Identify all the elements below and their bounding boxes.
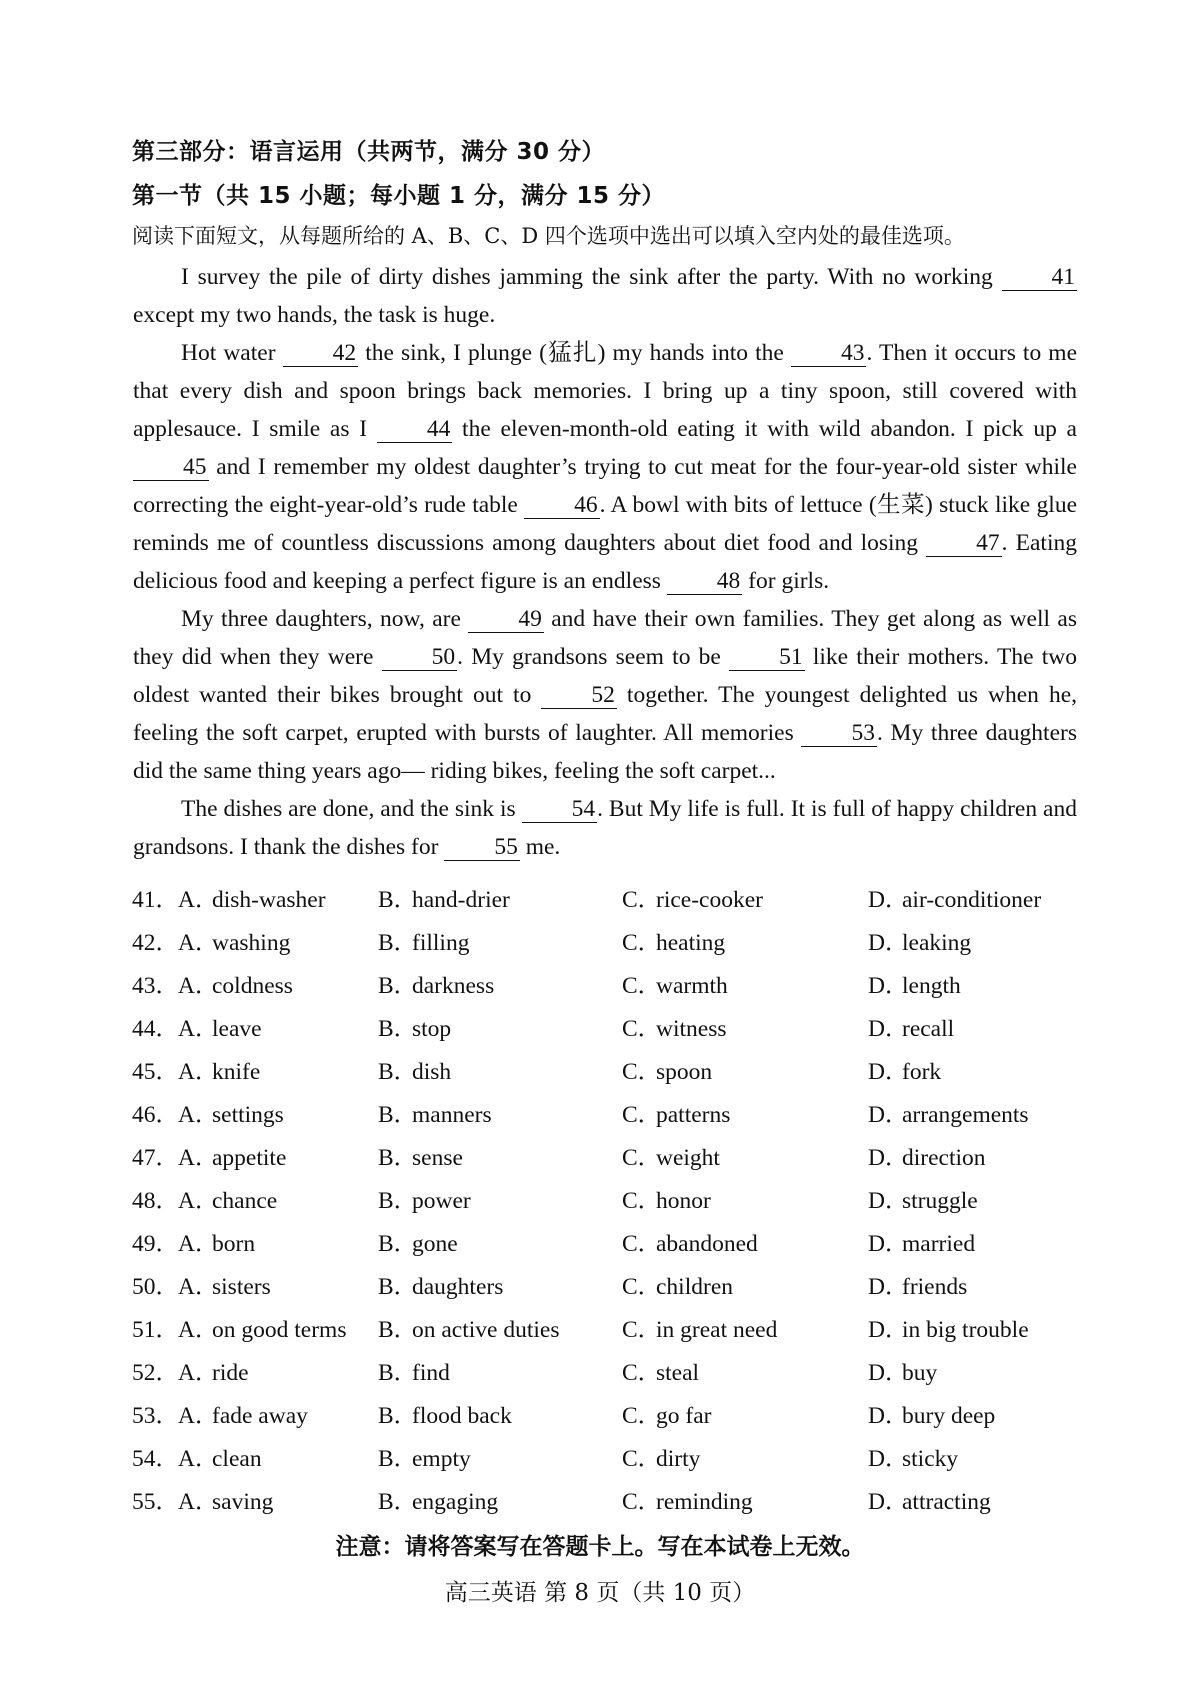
option-a <box>178 1310 346 1344</box>
option-letter: A． <box>178 1231 219 1257</box>
option-text: power <box>412 1188 471 1214</box>
passage-text: together. The youngest delighted us when he, feeling the soft carpet, erupted with bursts of laughter. All memories <box>133 682 1078 746</box>
option-letter: A． <box>178 1360 219 1386</box>
option-b <box>378 1353 450 1387</box>
passage-text: the eleven-month-old eating it with wild abandon. I pick up a <box>452 416 1077 442</box>
question-row <box>132 923 1082 966</box>
option-letter: C． <box>622 1360 662 1386</box>
blank-55: 55 <box>444 834 520 861</box>
option-text: attracting <box>902 1489 991 1515</box>
option-letter: B． <box>378 1274 418 1300</box>
option-letter: C． <box>622 973 662 999</box>
option-a <box>178 1009 262 1043</box>
option-a <box>178 966 293 1000</box>
blank-44: 44 <box>377 416 453 443</box>
option-letter: A． <box>178 973 219 999</box>
option-letter: A． <box>178 930 219 956</box>
option-letter: A． <box>178 1489 219 1515</box>
option-b <box>378 966 494 1000</box>
option-b <box>378 880 510 914</box>
option-text: friends <box>902 1274 968 1300</box>
option-c <box>622 966 728 1000</box>
option-letter: D． <box>868 1188 909 1214</box>
passage-text: My three daughters, now, are <box>181 606 469 632</box>
question-row <box>132 1009 1082 1052</box>
passage-paragraph <box>133 334 1077 600</box>
option-letter: C． <box>622 930 662 956</box>
option-text: settings <box>212 1102 284 1128</box>
option-c <box>622 1482 753 1516</box>
option-letter: B． <box>378 973 418 999</box>
option-c <box>622 1396 711 1430</box>
blank-49: 49 <box>468 606 544 633</box>
option-letter: D． <box>868 1274 909 1300</box>
option-letter: A． <box>178 1145 219 1171</box>
option-letter: D． <box>868 1360 909 1386</box>
passage-text: and have their own families. They get along as well as they did when they were <box>133 606 1077 670</box>
option-letter: D． <box>868 973 909 999</box>
option-text: filling <box>412 930 470 956</box>
blank-41: 41 <box>1002 264 1078 291</box>
option-text: hand-drier <box>412 887 510 913</box>
question-number: 41． <box>132 887 179 913</box>
option-text: fade away <box>212 1403 308 1429</box>
option-text: abandoned <box>656 1231 758 1257</box>
option-text: dish <box>412 1059 452 1085</box>
option-c <box>622 1095 730 1129</box>
question-number: 50． <box>132 1274 179 1300</box>
option-d <box>868 1052 941 1086</box>
option-text: find <box>412 1360 450 1386</box>
option-letter: D． <box>868 1317 909 1343</box>
option-letter: D． <box>868 930 909 956</box>
option-text: married <box>902 1231 976 1257</box>
question-row <box>132 1138 1082 1181</box>
option-letter: B． <box>378 930 418 956</box>
cloze-passage <box>133 258 1077 866</box>
option-text: warmth <box>656 973 728 999</box>
option-text: arrangements <box>902 1102 1029 1128</box>
answer-notice: 注意：请将答案写在答题卡上。写在本试卷上无效。 <box>335 1534 865 1560</box>
option-letter: C． <box>622 1274 662 1300</box>
option-text: dirty <box>656 1446 701 1472</box>
question-number: 51． <box>132 1317 179 1343</box>
option-text: children <box>656 1274 733 1300</box>
option-c <box>622 1181 711 1215</box>
option-letter: A． <box>178 1059 219 1085</box>
option-d <box>868 966 961 1000</box>
option-a <box>178 1267 271 1301</box>
question-number: 43． <box>132 973 179 999</box>
option-letter: C． <box>622 1317 662 1343</box>
option-text: reminding <box>656 1489 753 1515</box>
option-text: stop <box>412 1016 452 1042</box>
option-b <box>378 1224 458 1258</box>
option-letter: C． <box>622 1059 662 1085</box>
question-number: 52． <box>132 1360 179 1386</box>
option-letter: D． <box>868 1231 909 1257</box>
option-letter: C． <box>622 1016 662 1042</box>
blank-47: 47 <box>926 530 1002 557</box>
passage-text: I survey the pile of dirty dishes jamming the sink after the party. With no working <box>181 264 1002 290</box>
option-b <box>378 1396 512 1430</box>
option-text: heating <box>656 930 726 956</box>
option-letter: D． <box>868 1489 909 1515</box>
question-row <box>132 1353 1082 1396</box>
instruction-text: 阅读下面短文，从每题所给的 A、B、C、D 四个选项中选出可以填入空内处的最佳选项。 <box>132 224 965 248</box>
option-text: recall <box>902 1016 955 1042</box>
option-a <box>178 1095 284 1129</box>
option-letter: D． <box>868 1446 909 1472</box>
option-c <box>622 880 763 914</box>
option-text: saving <box>212 1489 274 1515</box>
option-letter: C． <box>622 1489 662 1515</box>
passage-text: The dishes are done, and the sink is <box>181 796 522 822</box>
option-b <box>378 1052 451 1086</box>
blank-54: 54 <box>522 796 598 823</box>
passage-paragraph <box>133 600 1077 790</box>
question-row <box>132 1181 1082 1224</box>
option-text: coldness <box>212 973 293 999</box>
option-letter: D． <box>868 887 909 913</box>
question-number: 45． <box>132 1059 179 1085</box>
option-text: buy <box>902 1360 938 1386</box>
blank-46: 46 <box>524 492 600 519</box>
option-text: darkness <box>412 973 495 999</box>
option-text: knife <box>212 1059 261 1085</box>
option-text: flood back <box>412 1403 512 1429</box>
question-number: 42． <box>132 930 179 956</box>
option-letter: B． <box>378 1403 418 1429</box>
option-letter: D． <box>868 1145 909 1171</box>
option-text: fork <box>902 1059 942 1085</box>
option-text: manners <box>412 1102 492 1128</box>
option-a <box>178 1439 262 1473</box>
option-text: dish-washer <box>212 887 326 913</box>
option-b <box>378 1267 503 1301</box>
option-text: honor <box>656 1188 711 1214</box>
option-letter: B． <box>378 887 418 913</box>
options-list <box>132 880 1082 1525</box>
option-d <box>868 1095 1029 1129</box>
blank-50: 50 <box>382 644 458 671</box>
page-footer: 高三英语 第 8 页（共 10 页） <box>444 1580 756 1606</box>
option-a <box>178 880 326 914</box>
option-letter: B． <box>378 1059 418 1085</box>
option-text: sisters <box>212 1274 271 1300</box>
option-letter: B． <box>378 1016 418 1042</box>
option-d <box>868 1396 995 1430</box>
option-letter: C． <box>622 1403 662 1429</box>
option-b <box>378 1095 492 1129</box>
option-text: sticky <box>902 1446 959 1472</box>
part-title: 第三部分：语言运用（共两节，满分 30 分） <box>132 139 606 165</box>
option-b <box>378 1009 451 1043</box>
option-a <box>178 1052 260 1086</box>
option-text: born <box>212 1231 256 1257</box>
question-number: 53． <box>132 1403 179 1429</box>
option-a <box>178 1224 255 1258</box>
option-c <box>622 1310 777 1344</box>
passage-text: . Eating delicious food and keeping a perfect figure is an endless <box>133 530 1077 594</box>
option-letter: C． <box>622 1231 662 1257</box>
question-row <box>132 1267 1082 1310</box>
passage-text: except my two hands, the task is huge. <box>133 302 496 328</box>
option-d <box>868 1181 978 1215</box>
option-letter: C． <box>622 887 662 913</box>
passage-text: me. <box>519 834 561 860</box>
option-text: bury deep <box>902 1403 996 1429</box>
option-text: rice-cooker <box>656 887 763 913</box>
option-letter: B． <box>378 1360 418 1386</box>
option-letter: B． <box>378 1102 418 1128</box>
option-text: witness <box>656 1016 727 1042</box>
option-d <box>868 1138 986 1172</box>
question-row <box>132 1095 1082 1138</box>
passage-text: and I remember my oldest daughter’s trying to cut meat for the four-year-old sister while correcting the eight-year-old’s rude table <box>133 454 1077 518</box>
option-letter: C． <box>622 1188 662 1214</box>
option-letter: C． <box>622 1102 662 1128</box>
option-d <box>868 1310 1029 1344</box>
question-row <box>132 1439 1082 1482</box>
option-b <box>378 1439 471 1473</box>
option-text: leaking <box>902 930 972 956</box>
option-letter: B． <box>378 1446 418 1472</box>
option-c <box>622 1138 720 1172</box>
option-text: spoon <box>656 1059 713 1085</box>
option-text: patterns <box>656 1102 731 1128</box>
option-letter: A． <box>178 1317 219 1343</box>
option-c <box>622 1267 733 1301</box>
question-number: 49． <box>132 1231 179 1257</box>
question-row <box>132 880 1082 923</box>
option-text: engaging <box>412 1489 499 1515</box>
option-d <box>868 880 1041 914</box>
passage-text: . Then it occurs to me that every dish and spoon brings back memories. I bring up a tiny spoon, still covered with applesauce. I smile as I <box>133 340 1078 442</box>
option-b <box>378 1310 559 1344</box>
option-text: on active duties <box>412 1317 560 1343</box>
option-a <box>178 1138 286 1172</box>
option-c <box>622 1052 712 1086</box>
option-b <box>378 1138 463 1172</box>
passage-text: . My three daughters did the same thing years ago— riding bikes, feeling the soft carpet... <box>133 720 1077 784</box>
option-letter: B． <box>378 1231 418 1257</box>
blank-45: 45 <box>133 454 209 481</box>
option-c <box>622 1439 700 1473</box>
option-text: leave <box>212 1016 262 1042</box>
question-row <box>132 966 1082 1009</box>
option-text: gone <box>412 1231 458 1257</box>
option-letter: A． <box>178 1446 219 1472</box>
option-b <box>378 1181 471 1215</box>
passage-paragraph <box>133 790 1077 866</box>
passage-text: for girls. <box>742 568 830 594</box>
question-row <box>132 1224 1082 1267</box>
option-letter: D． <box>868 1403 909 1429</box>
option-text: on good terms <box>212 1317 347 1343</box>
option-a <box>178 923 290 957</box>
option-letter: C． <box>622 1145 662 1171</box>
option-d <box>868 923 971 957</box>
option-letter: C． <box>622 1446 662 1472</box>
option-text: clean <box>212 1446 262 1472</box>
section-title: 第一节（共 15 小题；每小题 1 分，满分 15 分） <box>132 183 666 209</box>
passage-paragraph <box>133 258 1077 334</box>
option-d <box>868 1009 954 1043</box>
option-letter: A． <box>178 1274 219 1300</box>
option-letter: A． <box>178 887 219 913</box>
question-row <box>132 1310 1082 1353</box>
option-a <box>178 1482 273 1516</box>
option-text: daughters <box>412 1274 504 1300</box>
option-text: length <box>902 973 961 999</box>
option-b <box>378 1482 498 1516</box>
blank-51: 51 <box>729 644 805 671</box>
option-d <box>868 1224 975 1258</box>
option-a <box>178 1181 277 1215</box>
blank-48: 48 <box>667 568 743 595</box>
option-b <box>378 923 469 957</box>
passage-text: . A bowl with bits of lettuce (生菜) stuck like glue reminds me of countless discussions among daughters about diet food and losing <box>133 492 1077 556</box>
option-letter: B． <box>378 1188 418 1214</box>
option-c <box>622 1009 727 1043</box>
option-letter: A． <box>178 1016 219 1042</box>
question-number: 44． <box>132 1016 179 1042</box>
option-letter: A． <box>178 1102 219 1128</box>
blank-53: 53 <box>801 720 877 747</box>
option-d <box>868 1482 991 1516</box>
option-letter: B． <box>378 1489 418 1515</box>
blank-42: 42 <box>283 340 359 367</box>
option-text: ride <box>212 1360 249 1386</box>
option-letter: A． <box>178 1188 219 1214</box>
option-d <box>868 1353 937 1387</box>
passage-text: the sink, I plunge (猛扎) my hands into the <box>358 340 791 366</box>
passage-text: like their mothers. The two oldest wanted their bikes brought out to <box>133 644 1078 708</box>
option-a <box>178 1353 249 1387</box>
option-letter: D． <box>868 1102 909 1128</box>
question-number: 55． <box>132 1489 179 1515</box>
option-letter: D． <box>868 1059 909 1085</box>
passage-text: . My grandsons seem to be <box>457 644 730 670</box>
option-text: sense <box>412 1145 463 1171</box>
question-number: 48． <box>132 1188 179 1214</box>
option-text: empty <box>412 1446 471 1472</box>
option-text: chance <box>212 1188 278 1214</box>
option-text: in great need <box>656 1317 778 1343</box>
option-letter: A． <box>178 1403 219 1429</box>
question-row <box>132 1052 1082 1095</box>
option-text: struggle <box>902 1188 978 1214</box>
passage-text: . But My life is full. It is full of happy children and grandsons. I thank the dishes for <box>133 796 1077 860</box>
option-text: go far <box>656 1403 712 1429</box>
option-text: steal <box>656 1360 700 1386</box>
option-text: weight <box>656 1145 720 1171</box>
option-text: appetite <box>212 1145 287 1171</box>
passage-text: Hot water <box>181 340 283 366</box>
option-text: direction <box>902 1145 986 1171</box>
option-d <box>868 1439 958 1473</box>
option-a <box>178 1396 308 1430</box>
option-c <box>622 923 725 957</box>
question-number: 54． <box>132 1446 179 1472</box>
question-number: 47． <box>132 1145 179 1171</box>
option-c <box>622 1224 758 1258</box>
option-letter: B． <box>378 1317 418 1343</box>
question-row <box>132 1482 1082 1525</box>
question-number: 46． <box>132 1102 179 1128</box>
option-text: air-conditioner <box>902 887 1042 913</box>
option-letter: B． <box>378 1145 418 1171</box>
question-row <box>132 1396 1082 1439</box>
option-d <box>868 1267 967 1301</box>
option-text: washing <box>212 930 291 956</box>
blank-52: 52 <box>541 682 617 709</box>
blank-43: 43 <box>791 340 867 367</box>
option-text: in big trouble <box>902 1317 1029 1343</box>
option-letter: D． <box>868 1016 909 1042</box>
option-c <box>622 1353 699 1387</box>
